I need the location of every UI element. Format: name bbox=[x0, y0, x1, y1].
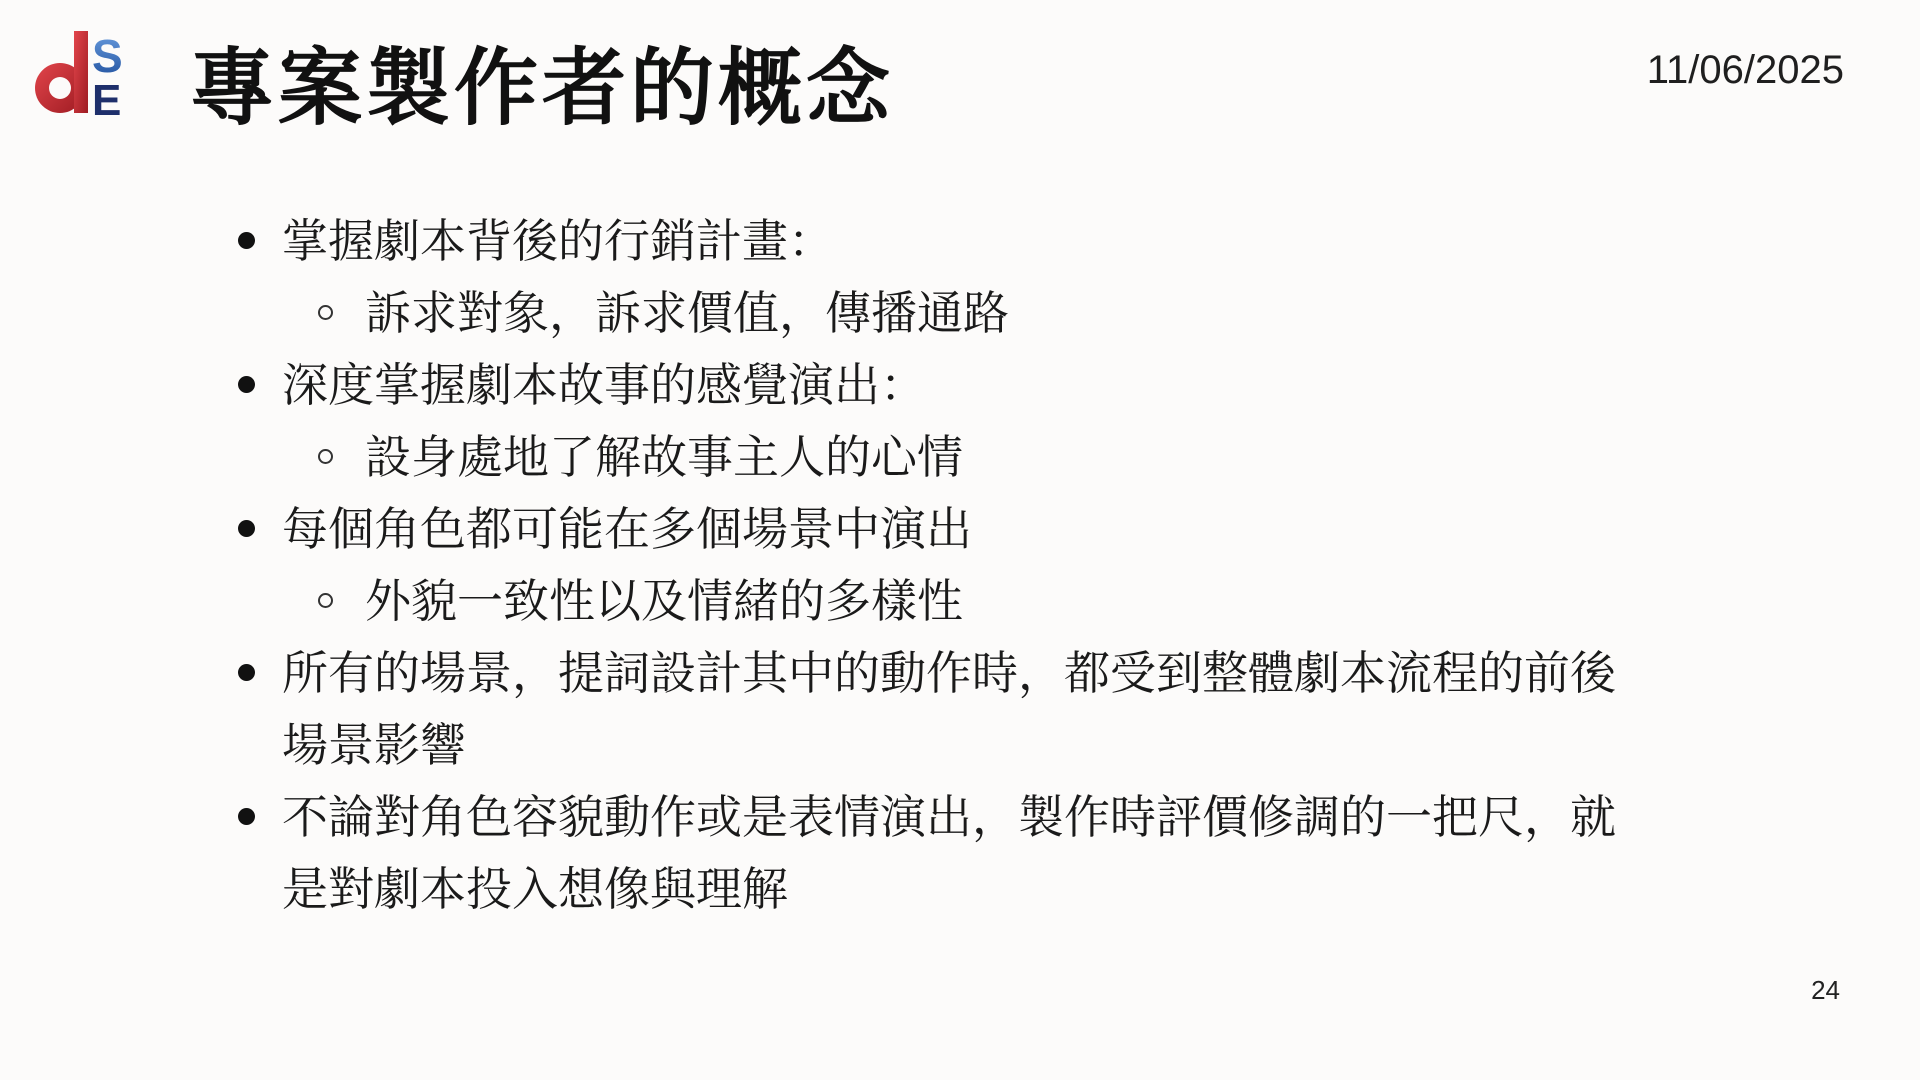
svg-text:S: S bbox=[92, 30, 123, 82]
bullet-item bbox=[230, 493, 1650, 565]
sub-bullet-text: 訴求對象，訴求價值，傳播通路 bbox=[365, 286, 1009, 340]
sub-bullet-item bbox=[230, 565, 1650, 637]
bullet-dot-icon bbox=[238, 376, 255, 393]
svg-text:E: E bbox=[92, 76, 122, 118]
bullet-text: 不論對角色容貌動作或是表情演出，製作時評價修調的一把尺，就是對劇本投入想像與理解 bbox=[282, 790, 1616, 916]
dse-logo-icon bbox=[30, 26, 140, 118]
sub-bullet-item bbox=[230, 277, 1650, 349]
bullet-circle-icon bbox=[318, 593, 333, 608]
bullet-list bbox=[230, 205, 1650, 925]
slide-date: 11/06/2025 bbox=[1646, 48, 1844, 92]
bullet-circle-icon bbox=[318, 305, 333, 320]
bullet-dot-icon bbox=[238, 664, 255, 681]
page-number: 24 bbox=[1811, 975, 1840, 1005]
sub-bullet-text: 設身處地了解故事主人的心情 bbox=[365, 430, 963, 484]
bullet-item bbox=[230, 205, 1650, 277]
bullet-item bbox=[230, 637, 1650, 781]
bullet-dot-icon bbox=[238, 232, 255, 249]
bullet-dot-icon bbox=[238, 520, 255, 537]
sub-bullet-item bbox=[230, 421, 1650, 493]
bullet-item bbox=[230, 781, 1650, 925]
bullet-text: 深度掌握劇本故事的感覺演出： bbox=[282, 358, 926, 412]
slide-title: 專案製作者的概念 bbox=[190, 39, 895, 137]
bullet-text: 掌握劇本背後的行銷計畫： bbox=[282, 214, 834, 268]
bullet-dot-icon bbox=[238, 808, 255, 825]
sub-bullet-text: 外貌一致性以及情緒的多樣性 bbox=[365, 574, 963, 628]
bullet-circle-icon bbox=[318, 449, 333, 464]
bullet-text: 所有的場景，提詞設計其中的動作時，都受到整體劇本流程的前後場景影響 bbox=[282, 646, 1616, 772]
bullet-item bbox=[230, 349, 1650, 421]
bullet-text: 每個角色都可能在多個場景中演出 bbox=[282, 502, 972, 556]
